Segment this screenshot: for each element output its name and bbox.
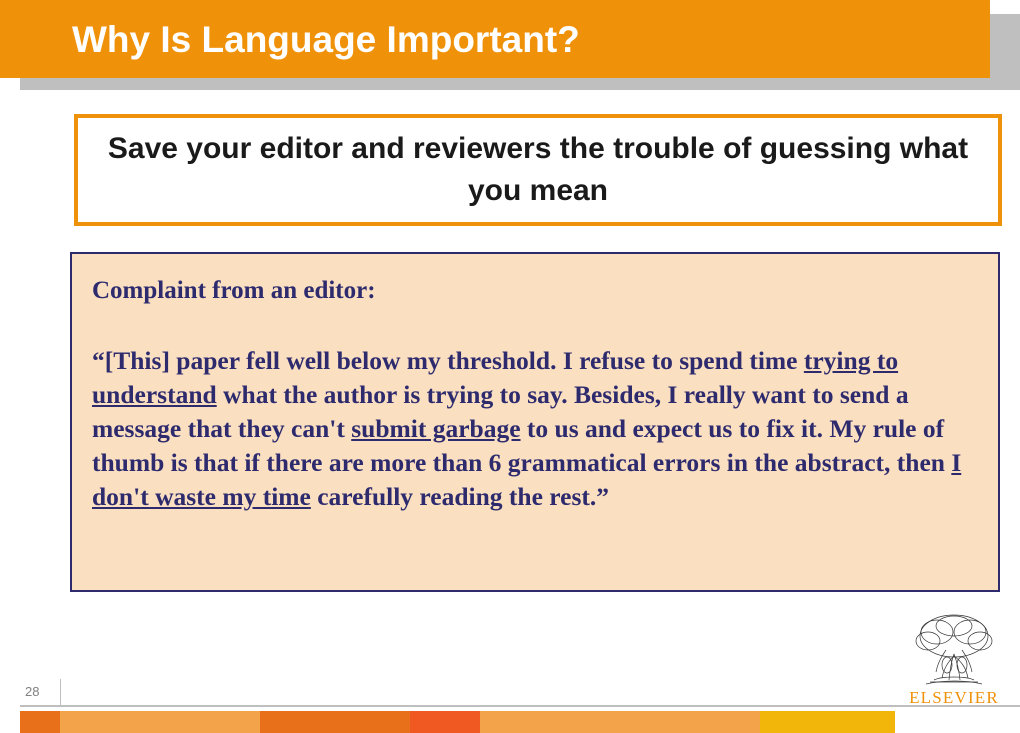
- footer-strip-segment: [60, 711, 260, 733]
- quote-emphasis: submit garbage: [351, 414, 521, 443]
- quote-emphasis: I don't waste my time: [92, 448, 962, 511]
- quote-text: what the author is trying to say. Besides, I really want to send a message that they can't: [92, 380, 909, 443]
- header-grey-underline: [20, 78, 1020, 90]
- elsevier-logo: [898, 610, 1010, 710]
- quote-emphasis: trying to understand: [92, 346, 899, 409]
- quote-text: carefully reading the rest.”: [310, 482, 610, 511]
- footer-divider: [20, 705, 1020, 707]
- footer-strip-segment: [895, 711, 1020, 733]
- callout-box: [74, 114, 1002, 226]
- footer-strip-segment: [20, 711, 60, 733]
- header-band: [0, 0, 990, 78]
- footer-color-strip: [0, 711, 1020, 733]
- quote-heading: Complaint from an editor:: [92, 277, 376, 304]
- elsevier-wordmark: ELSEVIER: [909, 688, 999, 707]
- footer-tick-divider: [60, 679, 61, 705]
- footer-strip-segment: [0, 711, 20, 733]
- callout-text: Save your editor and reviewers the trouble of guessing what you mean: [107, 132, 969, 207]
- elsevier-tree-icon: [904, 610, 1004, 690]
- footer-strip-segment: [260, 711, 410, 733]
- footer-strip-segment: [760, 711, 895, 733]
- quote-text: to us and expect us to fix it. My rule of thumb is that if there are more than 6 grammatical errors in the abstract, then: [92, 414, 952, 477]
- quote-body: [92, 344, 978, 514]
- quote-box: [70, 252, 1000, 592]
- footer-strip-segment: [480, 711, 760, 733]
- quote-text: “[This] paper fell well below my threshold. I refuse to spend time: [92, 346, 804, 375]
- page-number: 28: [25, 684, 40, 699]
- page-title: Why Is Language Important?: [72, 19, 580, 60]
- footer-strip-segment: [410, 711, 480, 733]
